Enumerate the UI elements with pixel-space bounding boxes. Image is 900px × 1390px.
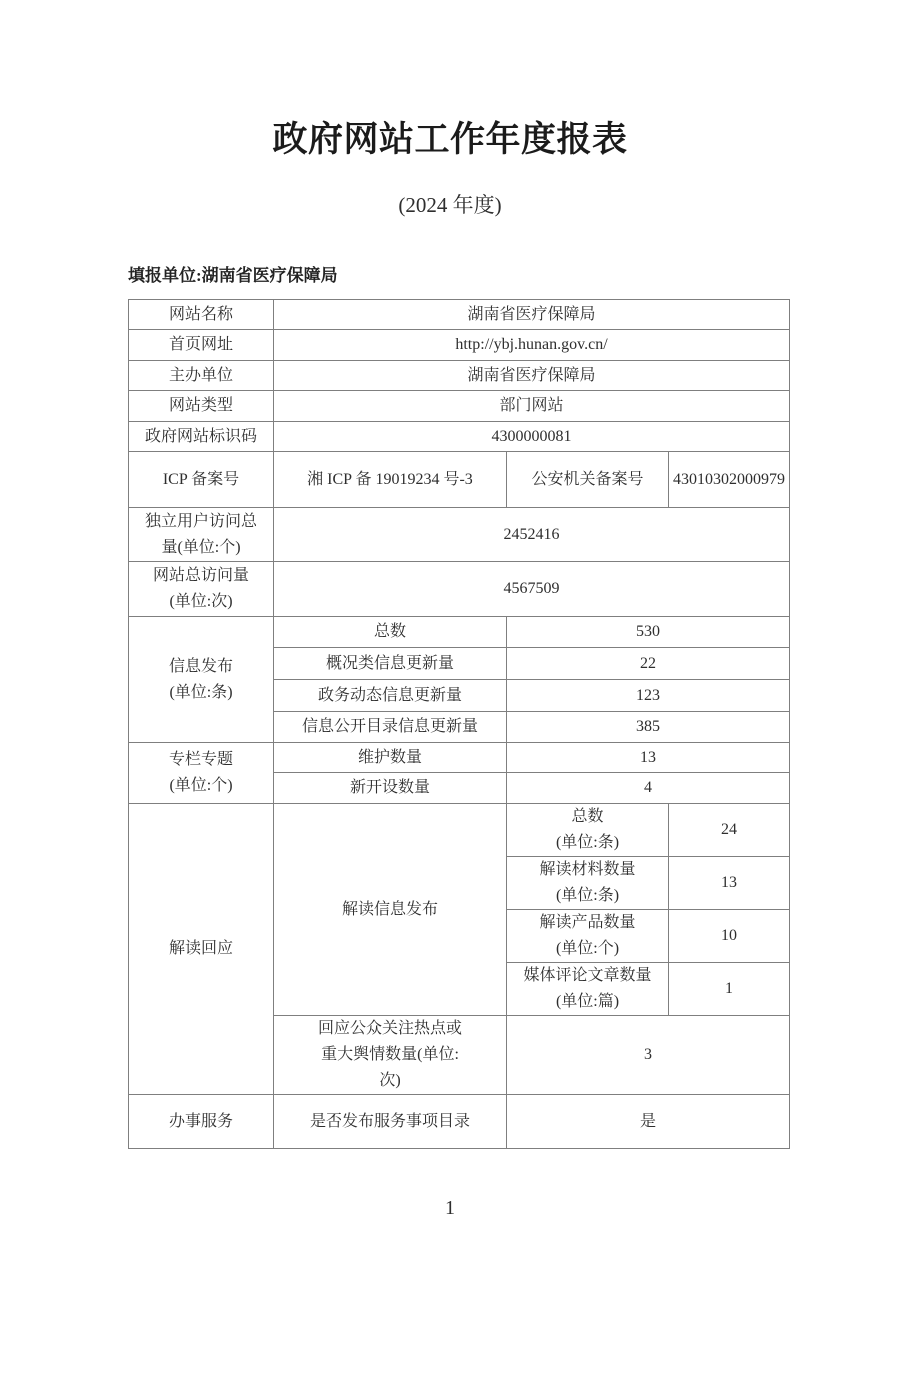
label-line: 信息发布 [168, 657, 233, 675]
table-row [129, 330, 790, 361]
label-line: 专栏专题 [168, 751, 233, 768]
interpretation-item-value: 24 [669, 804, 790, 857]
interpretation-item-value: 1 [669, 963, 790, 1016]
label-line: 回应公众关注热点或 [317, 1020, 462, 1037]
info-publish-item-value: 385 [507, 712, 790, 743]
info-publish-item-label: 总数 [274, 617, 507, 648]
special-columns-item-label: 维护数量 [274, 743, 507, 773]
home-url-value: http://ybj.hunan.gov.cn/ [274, 330, 790, 361]
info-publish-group-label [129, 617, 274, 743]
label-line: (单位:篇) [555, 993, 620, 1010]
home-url-label: 首页网址 [129, 330, 274, 361]
interpretation-item-value: 10 [669, 910, 790, 963]
table-row [129, 562, 790, 617]
organizer-label: 主办单位 [129, 361, 274, 391]
page-title: 政府网站工作年度报表 [272, 120, 628, 159]
info-publish-item-value: 123 [507, 680, 790, 712]
reporting-unit: 填报单位:湖南省医疗保障局 [128, 266, 338, 285]
icp-label: ICP 备案号 [129, 452, 274, 508]
interpretation-item-value: 13 [669, 857, 790, 910]
unique-visitors-label [129, 508, 274, 562]
label-line: (单位:条) [169, 683, 233, 701]
services-group-label: 办事服务 [129, 1095, 274, 1149]
table-row [129, 361, 790, 391]
label-line: 媒体评论文章数量 [523, 967, 652, 984]
police-record-label: 公安机关备案号 [507, 452, 669, 508]
special-columns-group-label [129, 743, 274, 804]
table-row [129, 1095, 790, 1149]
site-name-label: 网站名称 [129, 300, 274, 330]
label-line: 网站总访问量 [152, 567, 249, 584]
label-line: 总数 [571, 808, 604, 825]
table-row [129, 804, 790, 857]
services-item-label: 是否发布服务事项目录 [274, 1095, 507, 1149]
report-document-page [0, 118, 900, 1390]
site-type-label: 网站类型 [129, 391, 274, 422]
interpretation-publish-label: 解读信息发布 [274, 804, 507, 1016]
info-publish-item-label: 信息公开目录信息更新量 [274, 712, 507, 743]
label-line: 次) [379, 1072, 401, 1089]
site-code-value: 4300000081 [274, 422, 790, 452]
label-line: (单位:个) [555, 940, 620, 957]
table-row [129, 617, 790, 648]
services-item-value: 是 [507, 1095, 790, 1149]
special-columns-item-value: 4 [507, 773, 790, 804]
organizer-value: 湖南省医疗保障局 [274, 361, 790, 391]
label-line: (单位:个) [169, 777, 233, 794]
label-line: 独立用户访问总 [144, 512, 257, 530]
interpretation-group-label: 解读回应 [129, 804, 274, 1095]
interpretation-item-label [507, 804, 669, 857]
table-row [129, 452, 790, 508]
page-subtitle: (2024 年度) [398, 193, 502, 217]
label-line: (单位:条) [555, 887, 620, 904]
total-visits-value: 4567509 [274, 562, 790, 617]
interpretation-item-label [507, 963, 669, 1016]
hotspot-response-label [274, 1016, 507, 1095]
table-row [129, 743, 790, 773]
special-columns-item-label: 新开设数量 [274, 773, 507, 804]
interpretation-item-label [507, 857, 669, 910]
label-line: 重大舆情数量(单位: [321, 1046, 459, 1063]
hotspot-response-value: 3 [507, 1016, 790, 1095]
label-line: 解读材料数量 [539, 861, 636, 878]
label-line: (单位:次) [169, 593, 233, 610]
table-row [129, 300, 790, 330]
info-publish-item-label: 政务动态信息更新量 [274, 680, 507, 712]
table-row [129, 391, 790, 422]
unique-visitors-value: 2452416 [274, 508, 790, 562]
label-line: 量(单位:个) [161, 538, 241, 556]
info-publish-item-label: 概况类信息更新量 [274, 648, 507, 680]
annual-report-table [128, 299, 790, 1149]
table-row [129, 508, 790, 562]
site-code-label: 政府网站标识码 [129, 422, 274, 452]
table-row [129, 422, 790, 452]
label-line: (单位:条) [555, 834, 620, 851]
interpretation-item-label [507, 910, 669, 963]
icp-value: 湘 ICP 备 19019234 号-3 [274, 452, 507, 508]
info-publish-item-value: 530 [507, 617, 790, 648]
label-line: 解读产品数量 [539, 914, 636, 931]
info-publish-item-value: 22 [507, 648, 790, 680]
page-number: 1 [445, 1197, 455, 1219]
site-type-value: 部门网站 [274, 391, 790, 422]
site-name-value: 湖南省医疗保障局 [274, 300, 790, 330]
special-columns-item-value: 13 [507, 743, 790, 773]
police-record-value: 43010302000979 [669, 452, 790, 508]
total-visits-label [129, 562, 274, 617]
